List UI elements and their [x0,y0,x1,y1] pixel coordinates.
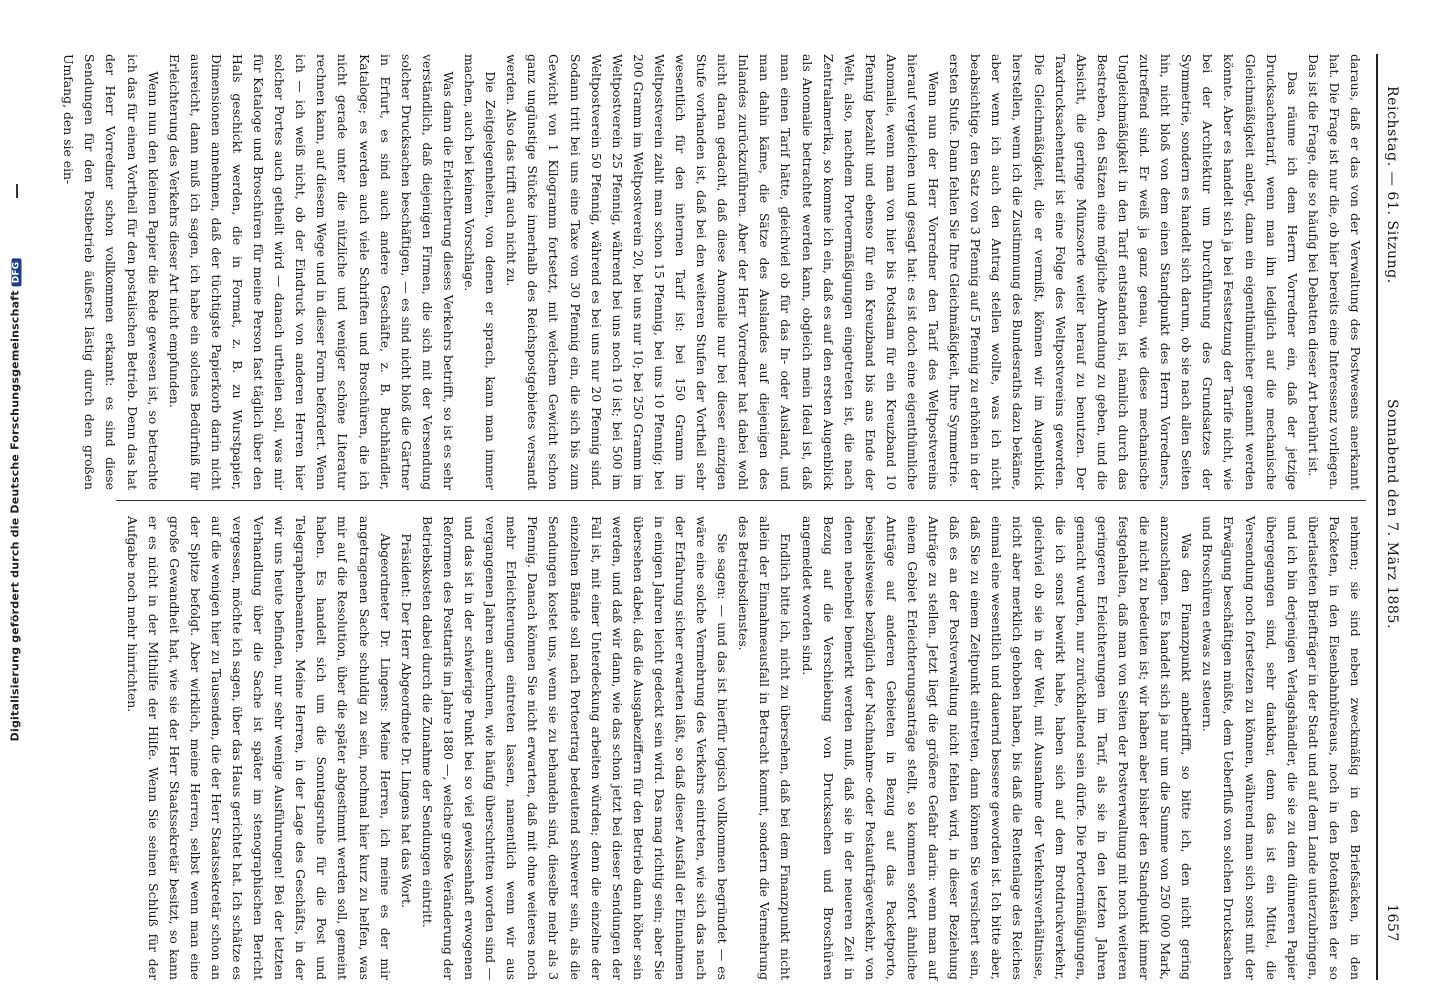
newspaper-page [61,40,1406,988]
margin-mark [16,184,18,198]
paragraph: Endlich bitte ich, nicht zu übersehen, daß bei dem Finanzpunkt nicht allein der Einnahmeausfall in Betracht kommt, sondern die Vermehrung des Betriebsdienstes. [736,516,794,980]
paragraph: Die Zeitgelegenheiten, von denen er sprach, kann man immer machen, auch bei keinem Vorschlage. [462,54,499,490]
header-session: Reichstag. — 61. Sitzung. [1384,86,1400,284]
header-date: Sonnabend den 7. März 1885. [1384,398,1400,630]
speaker-paragraph: Präsident: Der Herr Abgeordnete Dr. Lingens hat das Wort. [398,533,414,908]
paragraph: Was den Finanzpunkt anbetrifft, so bitte ich, den nicht gering anzuschlagen. Es handelt sich ja nur um die Summe von 250 000 Mark, die nicht zu bedeuten ist; wir haben aber bisher den Standpunkt immer festgehalten, daß man von Seiten der Postverwaltung mit noch weiteren geringeren Erleichterungen im Tarif, als sie in den letzten Jahren gemacht wurden, nur zurückhaltend sein dürfe. Die Portoermäßigungen, die ich sonst bewirkt habe, haben sich auf dem Brotdruckverkehr, gleichviel ob sie in der Welt, mit Ausnahme der Verkehrsverhältnisse, nicht aber merklich gehoben haben, bis daß die Rentenlage des Reiches einmal eine wesentlich und dauernd bessere geworden ist. Ich bitte aber, daß Sie zu einem Zeitpunkt eintreten, dann können Sie versichert sein, daß es an der Postverwaltung nicht fehlen wird, in dieser Beziehung Anträge zu stellen. Jetzt liegt die größere Gefahr darin: wenn man auf einem Gebiet Erleichterungsanträge stellt, so kommen sofort ähnliche Anträge auf anderen Gebieten in Bezug auf das Packetporto, beispielsweise bezüglich der Nachnahme- oder Postaufträgeverkehr, von denen nebenbei bemerkt werden muß, daß sie in der neueren Zeit in Bezug auf die Verschiebung von Drucksachen und Broschüren angemeldet worden sind. [799,516,1195,980]
right-column [114,516,1366,980]
credit-line [9,259,22,742]
header-rule [1376,54,1378,980]
column-divider [116,500,1366,501]
paragraph: Wenn nun der Herr Vorredner den Tarif des Weltpostvereins hierauf vergleichen und gesagt hat: es ist doch eine eigenthümliche Anomalie, wenn man von hier bis Potsdam für ein Kreuzband 10 Pfennig bezahlt und ebenso für ein Kreuzband bis ans Ende der Welt, also, nachdem Portoermäßigungen eingetreten ist, die nach Zentralamerika, so komme ich ein, daß es auf den ersten Augenblick als Anomalie betrachtet werden kann, obgleich mein Ideal ist, daß man einen Tarif hätte, gleichviel ob für das In- oder Ausland, und man dahin käme, die Sätze des Auslandes auf diejenigen des Inlandes zurückzuführen. Aber der Herr Vorredner hat dabei wohl nicht daran gedacht, daß diese Anomalie nur bei dieser einzigen Stufe vorhanden ist, daß bei den weiteren Stufen der Vortheil sehr wesentlich für den internen Tarif ist: bei 150 Gramm im Weltpostverein zahlt man schon 15 Pfennig, bei uns 10 Pfennig; bei 200 Gramm im Weltpostverein 20, bei uns nur 10; bei 250 Gramm im Weltpostverein 25 Pfennig, während bei uns noch 10 ist; bei 500 im Weltpostverein 50 Pfennig, während es bei uns nur 20 Pfennig sind. Sodann tritt bei uns eine Taxe von 30 Pfennig ein, die sich bis zum Gewicht von 1 Kilogramm fortsetzt, mit welchem Gewicht schon ganz ungünstige Stücke innerhalb des Reichspostgebietes versandt werden. Also das trifft auch nicht zu. [504,54,942,490]
paragraph: Wenn nun den kleinen Papier die Rede gewesen ist, so betrachte ich das für einen Vortheil für den postalischen Betrieb. Denn das hat der Herr Vorredner schon vollkommen erkannt: es sind diese Sendungen für den Postbetrieb äußerst lästig durch den großen Umfang, den sie ein- [61,54,161,490]
left-column [61,54,1366,490]
digitization-credit [8,0,22,1000]
speaker-paragraph: Abgeordneter Dr. Lingens: Meine Herren, ich meine es der mir angetragenen Sache schuldig zu sein, nochmal hier kurz zu helfen, was mir auf die Resolution, über die später abgestimmt werden soll, gemeint haben. Es handelt sich um die Sonntagsruhe für die Post und Telegraphenbeamten. Meine Herren, in der Lage des Geschäfts, in der wir uns heute befinden, nur sehr wenige Ausführungen! Bei der letzten Verhandlung über die Sache ist später im stenographischen Bericht vergessen, möchte ich sagen, über das Haus gerichtet hat. Ich schätze es auf die wenigen hier zu Tausenden, die der Herr Staatssekretär schon an der Spitze befolgt. Aber wirklich, meine Herren, selbst wenn man eine große Gewandheit hat, wie sie der Herr Staatssekretär besitzt, so kann er es nicht in der Mithilfe der Hilfe. Wenn Sie seinen Schluß für der Aufgabe noch mehr hinrichten. [124,516,393,980]
paragraph: daraus, daß er das von der Verwaltung des Postwesens anerkannt hat. Die Frage ist nur die, ob hier bereits eine Interessenz vorliegen. Das ist die Frage, die so häufig bei Debatten dieser Art berührt ist. [1305,54,1363,490]
paragraph: Sie sagen: — und das ist hierfür logisch vollkommen begründet — es wäre eine solche Vermehrung des Verkehrs eintreten, wie sich das nach der Erfahrung sicher erwarten läßt, so daß dieser Ausfall der Einnahmen in einigen Jahren leicht gedeckt sein wird. Das mag richtig sein; aber Sie übersehen dabei, daß die Ausgabeziffern für den Betrieb dann höher sein werden, und daß wir dann, wie das schon jetzt bei dieser Sendungen der Fall ist, mit einer Unterdeckung arbeiten würden; denn die einzelne der einzelnen Bände soll nach Portoertrag bedeutend schwerer sein, als die Sendungen kostet uns, wenn sie zu behandeln sind, dieselbe mehr als 3 Pfennig. Danach können Sie nicht erwarten, daß mit ohne weiteres noch mehr Erleichterungen eintreten lassen, namentlich wenn wir aus vergangenen Jahren anrechnen, wie häufig überschritten worden sind — und das ist in der schwierige Punkt bei so viel gewissenhaft erwogenen Reformen des Posttarifs im Jahre 1880 —, welche große Veränderung der Betriebskosten dabei durch die Zunahme der Sendungen eintritt. [419,516,731,980]
scanned-page-area [61,40,1406,988]
page-header [1372,40,1406,988]
header-page-number: 1657 [1384,903,1400,942]
paragraph: Das räume ich dem Herrn Vorredner ein, daß der jetzige Drucksachentarif, wenn man ihn lediglich auf die mechanische Gleichmäßigkeit anlegt, dann ein eigenthümlicher genannt werden könnte. Aber es handelt sich ja bei Festsetzung der Tarife nicht, wie bei der Architektur um Durchführung des Grundsatzes der Symmetrie, sondern es handelt sich darum, ob sie nach allen Seiten hin, nicht bloß von dem einen Standpunkt des Herrn Vorredners, zutreffend sind. Er weiß ja ganz genau, wie diese mechanische Ungleichmäßigkeit in den Tarif entstanden ist, nämlich durch das Bestreben, den Sätzen eine mögliche Abrundung zu geben, und die Absicht, die geringe Münzsorte weiter herauf zu benutzen. Der Taxdrucksachentarif ist eine Folge des Weltpostvereins geworden. Die Gleichmäßigkeit, die er vermißt, können wir im Augenblick herstellen, wenn ich die Zustimmung des Bundesraths dazu bekäme, aber wenn ich auch den Antrag stellen wollte, was ich nicht beabsichtige, den Satz von 3 Pfennig auf 5 Pfennig zu erhöhen in der ersten Stufe. Dann fehlen Sie Ihre Gleichmäßigkeit, Ihre Symmetrie. [947,54,1300,490]
paragraph: Was dann die Erleichterung dieses Verkehrs betrifft, so ist es sehr verständlich, daß diejenigen Firmen, die sich mit der Versendung solcher Drucksachen beschäftigen, — es sind nicht bloß die Gärtner in Erfurt, es sind auch andere Geschäfte, z. B. Buchhändler, Kataloge; es werden auch viele Schriften und Broschüren, die ich nicht gerade unter die nützliche und weniger schöne Literatur rechnen kann, auf diesem Wege und in dieser Form befördert. Wenn ich — ich weiß nicht, ob der Eindruck von anderen Herren hier solcher Portes auch getheilt wird — danach urtheilen soll, was mir für Kataloge und Broschüren für meine Person fast täglich über den Hals geschickt werden, die in Format, z. B. zu Wurstpapier, Dimensionen annehmen, daß der tüchtigste Papierkorb darin nicht ausreicht, dann muß ich sagen, ich habe ein solches Bedürfniß für Erleichterung des Verkehrs dieser Art nicht empfunden. [166,54,456,490]
dfg-logo: DFG [12,259,22,287]
paragraph: nehmen; sie sind neben zweckmäßig in den Briefsäcken, in den Packeten, in den Eisenbahnbüreaus, noch in den Botenkästen der so überlasteten Briefträger in der Stadt und auf dem Lande unterzubringen, und ich bin derjenigen Verlagshändler, die sie zu dem dünneren Papier übergegangen sind, sehr dankbar, denn das ist ein Mittel, die Versendung noch fortsetzen zu können, während man sich sonst mit der Erwägung beschäftigen müßte, dem Ueberfluß von solchen Drucksachen und Broschüren etwas zu steuern. [1200,516,1363,980]
credit-text: Digitalisierung gefördert durch die Deutsche Forschungsgemeinschaft [8,290,22,742]
